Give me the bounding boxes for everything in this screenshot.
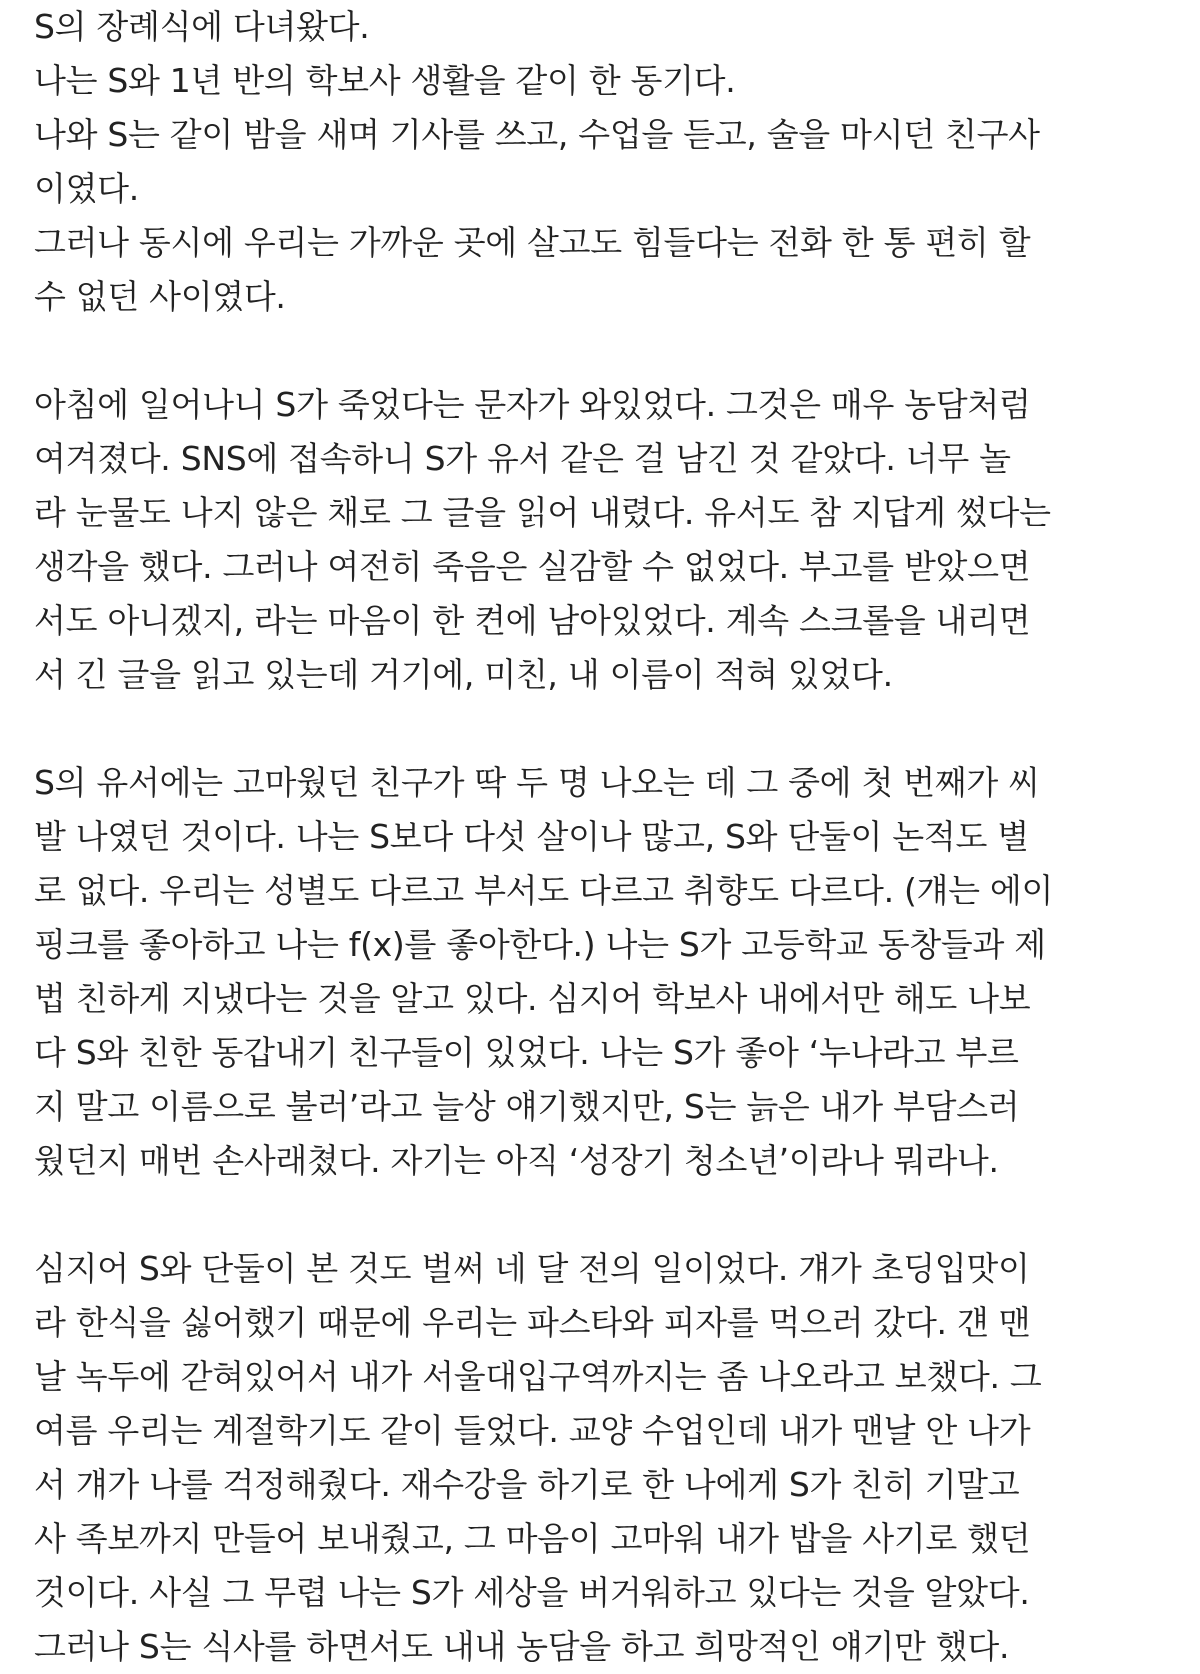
text-line: 그러나 S는 식사를 하면서도 내내 농담을 하고 희망적인 얘기만 했다.: [34, 1627, 1010, 1666]
text-line: 지 말고 이름으로 불러’라고 늘상 얘기했지만, S는 늙은 내가 부담스러: [34, 1087, 1020, 1126]
text-line: 발 나였던 것이다. 나는 S보다 다섯 살이나 많고, S와 단둘이 논적도 별: [34, 817, 1029, 856]
text-line: 사 족보까지 만들어 보내줬고, 그 마음이 고마워 내가 밥을 사기로 했던: [34, 1519, 1031, 1558]
text-line: 서 긴 글을 읽고 있는데 거기에, 미친, 내 이름이 적혀 있었다.: [34, 655, 893, 694]
text-line: 다 S와 친한 동갑내기 친구들이 있었다. 나는 S가 좋아 ‘누나라고 부르: [34, 1033, 1019, 1072]
paragraph-gap: [34, 1188, 1184, 1242]
text-line: 아침에 일어나니 S가 죽었다는 문자가 와있었다. 그것은 매우 농담처럼: [34, 385, 1031, 424]
paragraph-3: [34, 756, 1184, 1188]
text-line: 라 눈물도 나지 않은 채로 그 글을 읽어 내렸다. 유서도 참 지답게 썼다는: [34, 493, 1051, 532]
post-body: [34, 0, 1184, 1674]
paragraph-gap: [34, 702, 1184, 756]
text-line: 서도 아니겠지, 라는 마음이 한 켠에 남아있었다. 계속 스크롤을 내리면: [34, 601, 1031, 640]
paragraph-4: [34, 1242, 1184, 1674]
text-line: 로 없다. 우리는 성별도 다르고 부서도 다르고 취향도 다르다. (걔는 에이: [34, 871, 1054, 910]
text-line: 심지어 S와 단둘이 본 것도 벌써 네 달 전의 일이었다. 걔가 초딩입맛이: [34, 1249, 1030, 1288]
text-line: 나와 S는 같이 밤을 새며 기사를 쓰고, 수업을 듣고, 술을 마시던 친구사: [34, 115, 1040, 154]
text-line: 여겨졌다. SNS에 접속하니 S가 유서 같은 걸 남긴 것 같았다. 너무 놀: [34, 439, 1011, 478]
text-line: 서 걔가 나를 걱정해줬다. 재수강을 하기로 한 나에게 S가 친히 기말고: [34, 1465, 1020, 1504]
paragraph-2: [34, 378, 1184, 702]
text-line: 것이다. 사실 그 무렵 나는 S가 세상을 버거워하고 있다는 것을 알았다.: [34, 1573, 1030, 1612]
text-line: S의 장례식에 다녀왔다.: [34, 7, 370, 46]
text-line: S의 유서에는 고마웠던 친구가 딱 두 명 나오는 데 그 중에 첫 번째가 씨: [34, 763, 1040, 802]
text-line: 여름 우리는 계절학기도 같이 들었다. 교양 수업인데 내가 맨날 안 나가: [34, 1411, 1031, 1450]
text-line: 라 한식을 싫어했기 때문에 우리는 파스타와 피자를 먹으러 갔다. 걘 맨: [34, 1303, 1031, 1342]
paragraph-gap: [34, 324, 1184, 378]
text-line: 날 녹두에 갇혀있어서 내가 서울대입구역까지는 좀 나오라고 보챘다. 그: [34, 1357, 1042, 1396]
text-line: 생각을 했다. 그러나 여전히 죽음은 실감할 수 없었다. 부고를 받았으면: [34, 547, 1031, 586]
paragraph-1: [34, 0, 1184, 324]
text-line: 수 없던 사이였다.: [34, 277, 286, 316]
text-line: 나는 S와 1년 반의 학보사 생활을 같이 한 동기다.: [34, 61, 736, 100]
text-line: 핑크를 좋아하고 나는 f(x)를 좋아한다.) 나는 S가 고등학교 동창들과 제: [34, 925, 1046, 964]
text-line: 법 친하게 지냈다는 것을 알고 있다. 심지어 학보사 내에서만 해도 나보: [34, 979, 1031, 1018]
text-line: 이였다.: [34, 169, 139, 208]
text-line: 그러나 동시에 우리는 가까운 곳에 살고도 힘들다는 전화 한 통 편히 할: [34, 223, 1031, 262]
text-line: 웠던지 매번 손사래쳤다. 자기는 아직 ‘성장기 청소년’이라나 뭐라나.: [34, 1141, 999, 1180]
